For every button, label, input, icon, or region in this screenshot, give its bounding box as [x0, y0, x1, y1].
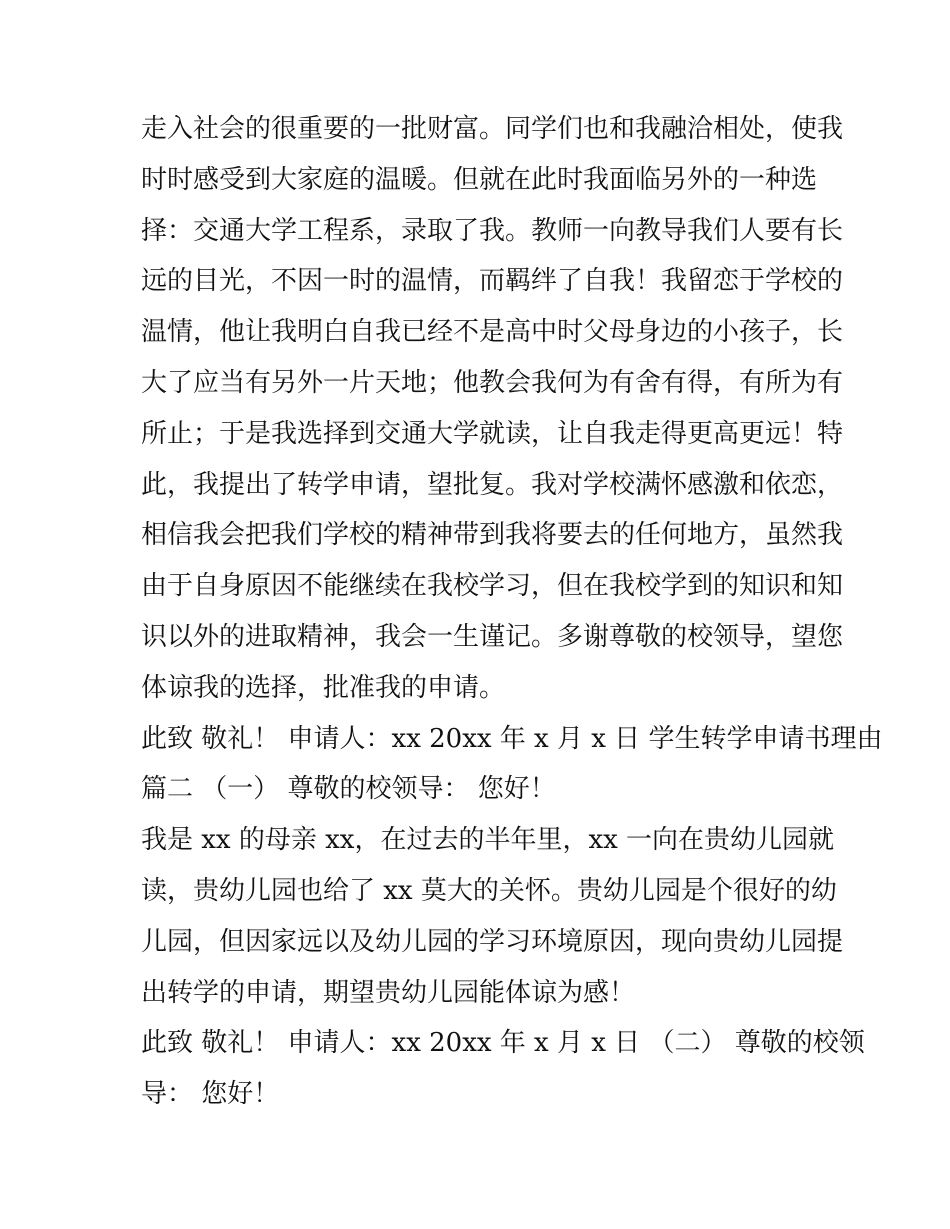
text-line-18: 出转学的申请，期望贵幼儿园能体谅为感！ — [141, 977, 636, 1008]
closing-line-2: 此致 敬礼！ 申请人：xx 20xx 年 x 月 x 日 （二） 尊敬的校领 — [141, 1028, 865, 1059]
text-line-10: 由于自身原因不能继续在我校学习，但在我校学到的知识和知 — [141, 571, 844, 602]
text-line-12: 体谅我的选择，批准我的申请。 — [141, 672, 506, 703]
text-line-2: 时时感受到大家庭的温暖。但就在此时我面临另外的一种选 — [141, 164, 818, 195]
text-line-9: 相信我会把我们学校的精神带到我将要去的任何地方，虽然我 — [141, 520, 844, 551]
text-line-16: 读，贵幼儿园也给了 xx 莫大的关怀。贵幼儿园是个很好的幼 — [141, 875, 837, 906]
text-line-5: 温情，他让我明白自我已经不是高中时父母身边的小孩子，长 — [141, 317, 844, 348]
text-line-11: 识以外的进取精神，我会一生谨记。多谢尊敬的校领导，望您 — [141, 621, 844, 652]
text-line-3: 择：交通大学工程系，录取了我。教师一向教导我们人要有长 — [141, 215, 844, 246]
text-line-15: 我是 xx 的母亲 xx，在过去的半年里，xx 一向在贵幼儿园就 — [141, 825, 835, 856]
text-line-7: 所止；于是我选择到交通大学就读，让自我走得更高更远！特 — [141, 418, 844, 449]
text-line-1: 走入社会的很重要的一批财富。同学们也和我融洽相处，使我 — [141, 114, 844, 144]
text-line-4: 远的目光，不因一时的温情，而羁绊了自我！我留恋于学校的 — [141, 266, 844, 297]
text-line-17: 儿园，但因家远以及幼儿园的学习环境原因，现向贵幼儿园提 — [141, 926, 844, 957]
text-line-8: 此，我提出了转学申请，望批复。我对学校满怀感激和依恋， — [141, 469, 844, 500]
document-body — [141, 104, 883, 1120]
text-line-6: 大了应当有另外一片天地；他教会我何为有舍有得，有所为有 — [141, 367, 844, 398]
section-heading-line: 篇二 （一） 尊敬的校领导： 您好！ — [141, 774, 556, 805]
greeting-line: 导： 您好！ — [141, 1079, 280, 1110]
closing-line-1: 此致 敬礼！ 申请人：xx 20xx 年 x 月 x 日 学生转学申请书理由 — [141, 723, 883, 754]
